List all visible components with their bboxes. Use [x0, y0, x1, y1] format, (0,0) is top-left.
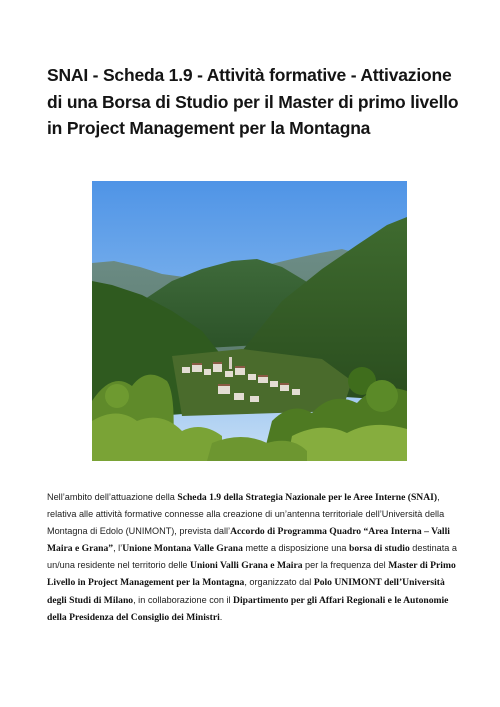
bold-phrase-master: Master di Primo Livello in Project Management per la Montagna	[47, 560, 456, 589]
paragraph-text: Nell’ambito dell’attuazione della	[47, 492, 178, 502]
paragraph-text: , relativa alle attività formative connesse alla creazione di un’antenna territoriale dell’Università della Montagna di Edolo (UNIMONT), prevista dall’	[47, 492, 445, 536]
mountain-village-photo	[92, 181, 407, 461]
bold-phrase-polo: Polo UNIMONT dell’Università degli Studi di Milano	[47, 577, 445, 606]
bold-phrase-accordo: Accordo di Programma Quadro “Area Interna – Valli Maira e Grana”	[47, 525, 450, 554]
document-title: SNAI - Scheda 1.9 - Attività formative - Attivazione di una Borsa di Studio per il Master di primo livello in Project Management per la Montagna	[47, 65, 459, 138]
paragraph-text: per la frequenza del	[302, 560, 389, 571]
bold-phrase-unione-montana: Unione Montana Valle Grana	[122, 542, 243, 554]
paragraph-text: , in collaborazione con il	[133, 594, 234, 605]
paragraph-text: destinata a un/una residente nel territorio delle	[47, 542, 457, 571]
paragraph-text: , organizzato dal	[244, 577, 314, 588]
bold-phrase-snai: Scheda 1.9 della Strategia Nazionale per le Aree Interne (SNAI)	[177, 492, 438, 503]
paragraph-text: , l’	[113, 542, 123, 553]
bold-phrase-dipartimento: Dipartimento per gli Affari Regionali e le Autonomie della Presidenza del Consiglio dei Ministri	[47, 594, 449, 624]
paragraph-text: .	[219, 612, 223, 623]
bold-phrase-unioni: Unioni Valli Grana e Maira	[190, 560, 303, 572]
bold-phrase-borsa: borsa di studio	[348, 542, 410, 554]
intro-paragraph	[47, 489, 457, 626]
paragraph-text: mette a disposizione una	[242, 542, 349, 553]
